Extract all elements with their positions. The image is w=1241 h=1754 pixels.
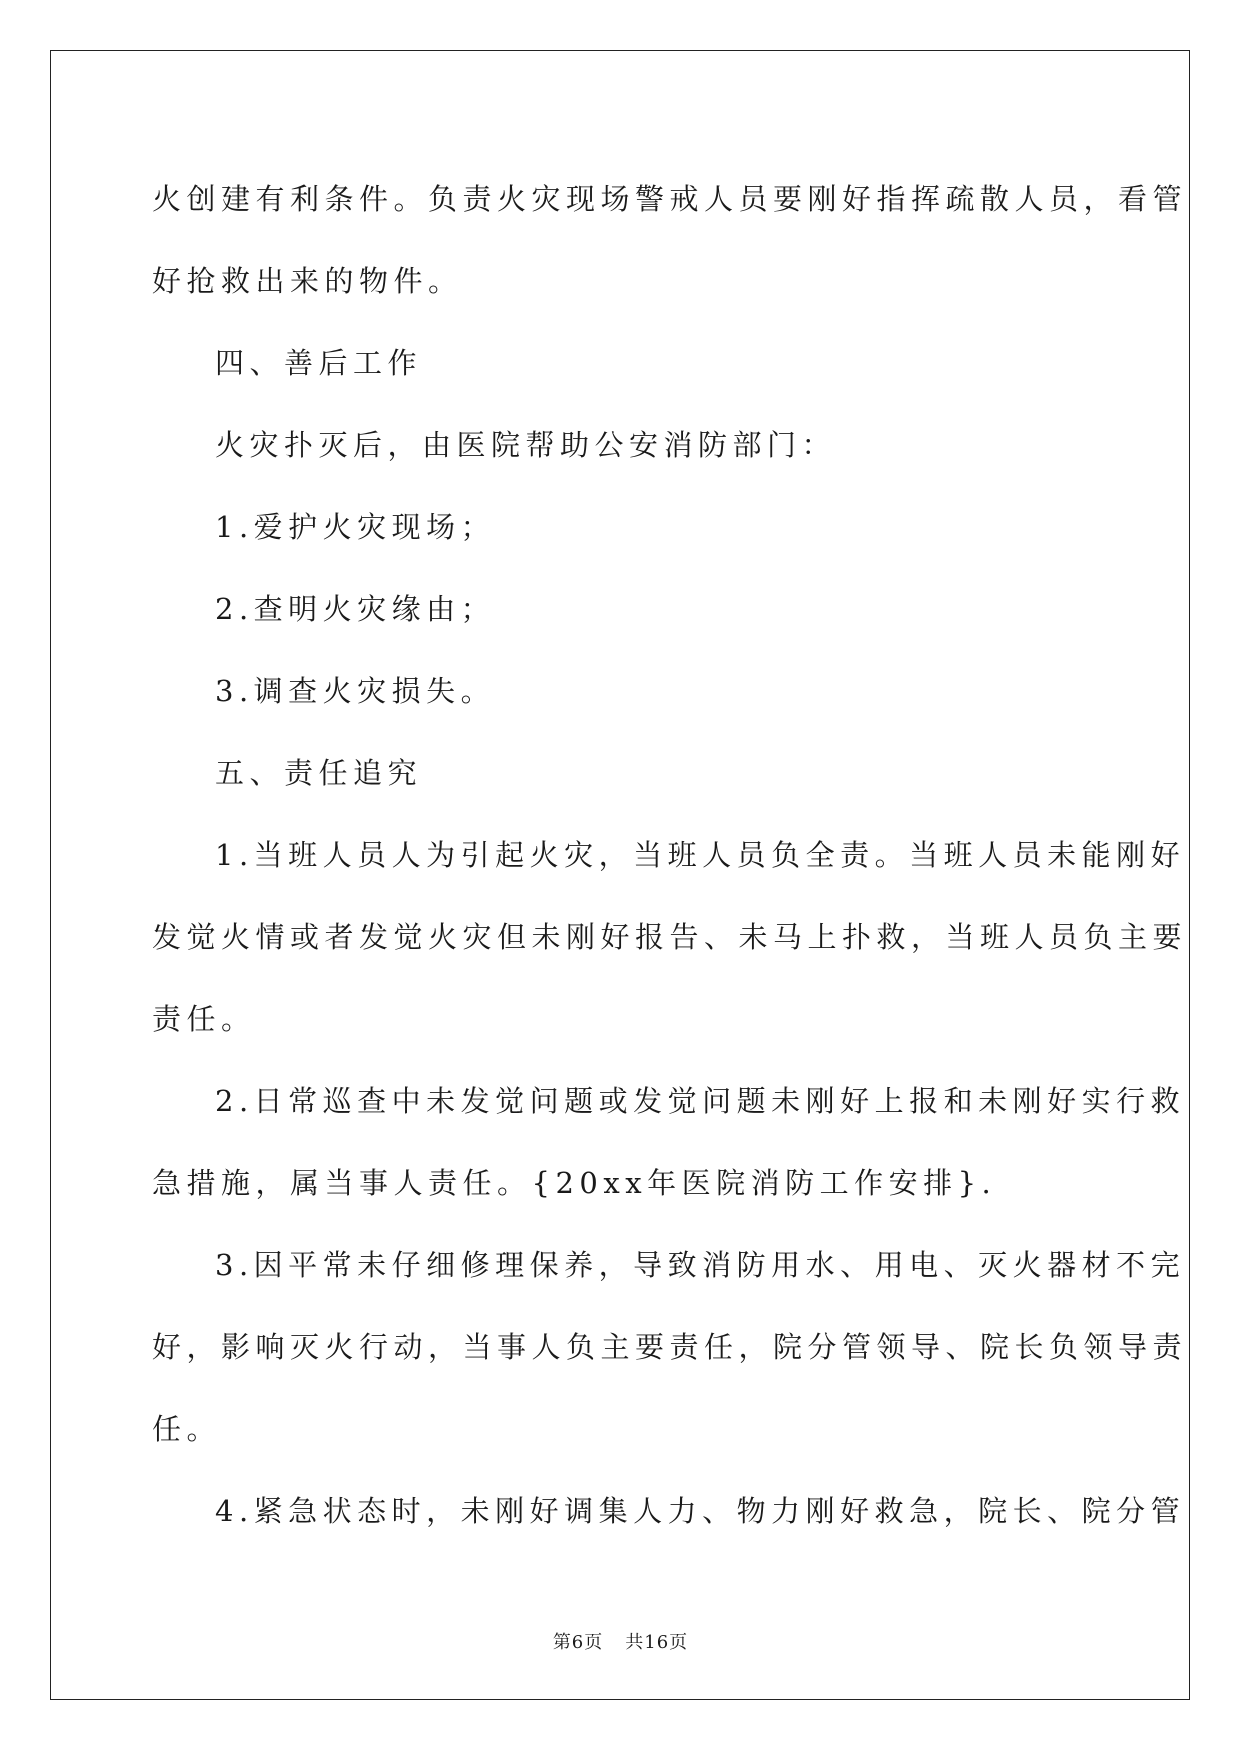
section-heading-responsibility: 五、责任追究 [215,756,423,790]
paragraph-line: 好，影响灭火行动，当事人负主要责任，院分管领导、院长负领导责 [152,1330,1188,1364]
page-footer [0,1628,1241,1654]
text-line-2: 好抢救出来的物件。 [152,264,463,298]
page-number: 第6页 [552,1632,604,1653]
paragraph-line: 急措施，属当事人责任。{20xx年医院消防工作安排}. [152,1166,997,1200]
list-item: 3.调查火灾损失。 [215,674,496,708]
list-item: 1.爱护火灾现场； [215,510,496,544]
paragraph-line: 4.紧急状态时，未刚好调集人力、物力刚好救急，院长、院分管 [215,1494,1186,1528]
section-heading-aftermath: 四、善后工作 [215,346,423,380]
paragraph-line: 3.因平常未仔细修理保养，导致消防用水、用电、灭火器材不完 [215,1248,1186,1282]
paragraph-line: 2.日常巡查中未发觉问题或发觉问题未刚好上报和未刚好实行救 [215,1084,1186,1118]
paragraph-line: 发觉火情或者发觉火灾但未刚好报告、未马上扑救，当班人员负主要 [152,920,1188,954]
page-total: 共16页 [625,1632,689,1653]
text-line-1: 火创建有利条件。负责火灾现场警戒人员要刚好指挥疏散人员，看管 [152,182,1188,216]
document-body [152,158,1188,1552]
text-line-4: 火灾扑灭后，由医院帮助公安消防部门： [215,428,837,462]
paragraph-line: 任。 [152,1412,222,1446]
list-item: 2.查明火灾缘由； [215,592,496,626]
paragraph-line: 1.当班人员人为引起火灾，当班人员负全责。当班人员未能刚好 [215,838,1186,872]
paragraph-line: 责任。 [152,1002,256,1036]
